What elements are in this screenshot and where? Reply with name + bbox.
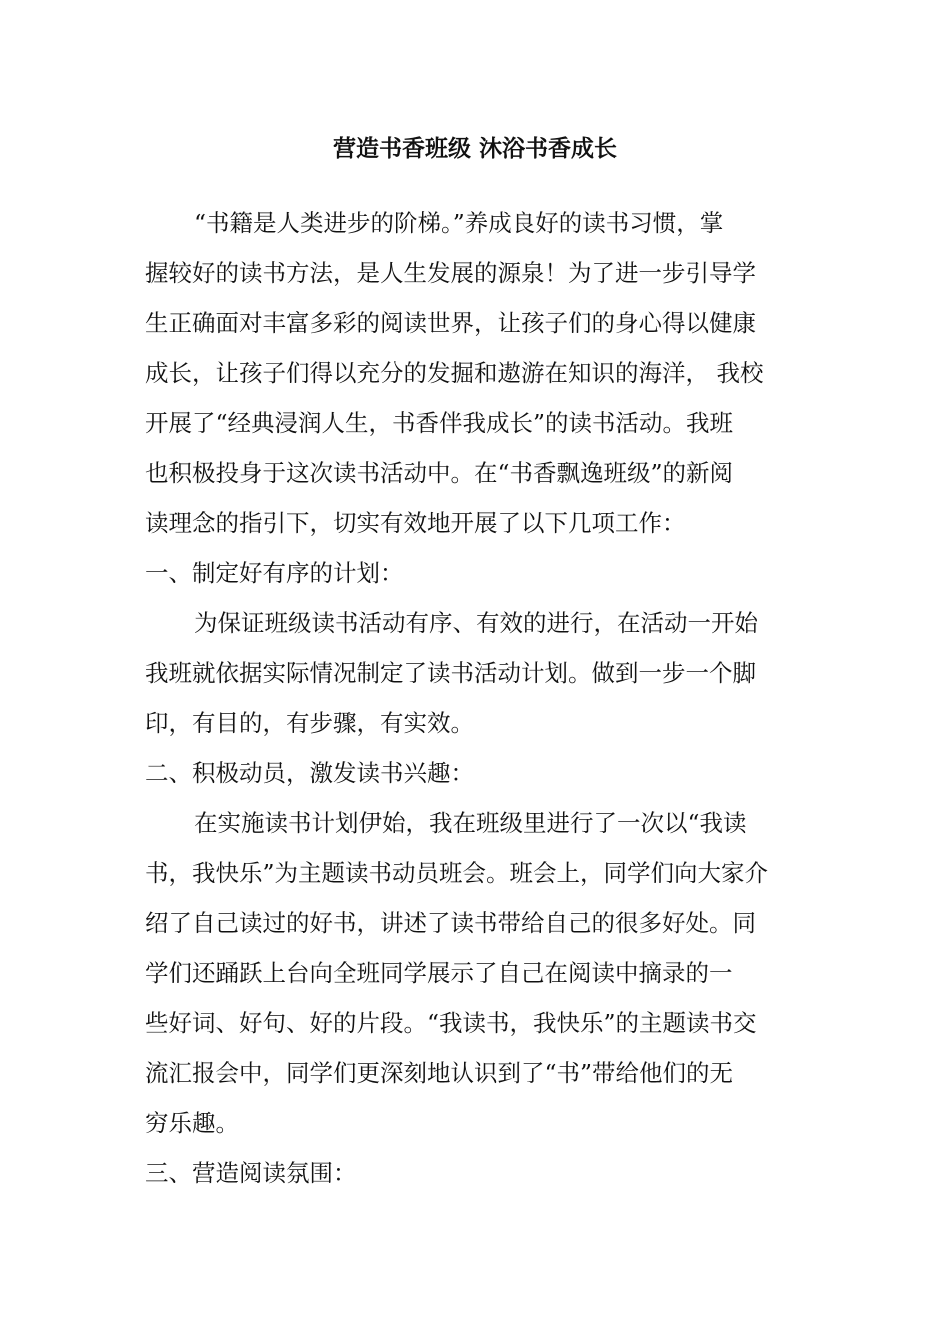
section-heading: 一、制定好有序的计划：	[145, 559, 404, 587]
paragraph-line: 我班就依据实际情况制定了读书活动计划。做到一步一个脚	[145, 659, 756, 687]
section-heading: 三、营造阅读氛围：	[145, 1159, 357, 1187]
paragraph-line: 也积极投身于这次读书活动中。在“书香飘逸班级”的新阅	[145, 459, 734, 487]
paragraph-line: “书籍是人类进步的阶梯。”养成良好的读书习惯，掌	[194, 209, 724, 237]
section-heading: 二、积极动员，激发读书兴趣：	[145, 759, 474, 787]
paragraph-line: 书，我快乐”为主题读书动员班会。班会上，同学们向大家介	[145, 859, 769, 887]
paragraph-line: 为保证班级读书活动有序、有效的进行，在活动一开始	[194, 609, 758, 637]
paragraph-line: 流汇报会中，同学们更深刻地认识到了“书”带给他们的无	[145, 1059, 734, 1087]
paragraph-line: 学们还踊跃上台向全班同学展示了自己在阅读中摘录的一	[145, 959, 733, 987]
document-title: 营造书香班级 沐浴书香成长	[332, 136, 617, 162]
paragraph-line: 绍了自己读过的好书，讲述了读书带给自己的很多好处。同	[145, 909, 756, 937]
paragraph-line: 些好词、好句、好的片段。“我读书，我快乐”的主题读书交	[145, 1009, 757, 1037]
paragraph-line: 开展了“经典浸润人生，书香伴我成长”的读书活动。我班	[145, 409, 734, 437]
paragraph-line: 成长，让孩子们得以充分的发掘和遨游在知识的海洋， 我校	[145, 359, 764, 387]
paragraph-line: 生正确面对丰富多彩的阅读世界，让孩子们的身心得以健康	[145, 309, 756, 337]
paragraph-line: 印，有目的，有步骤，有实效。	[145, 709, 474, 737]
paragraph-line: 读理念的指引下，切实有效地开展了以下几项工作：	[145, 509, 686, 537]
paragraph-line: 握较好的读书方法，是人生发展的源泉！为了进一步引导学	[145, 259, 756, 287]
paragraph-line: 在实施读书计划伊始，我在班级里进行了一次以“我读	[194, 809, 747, 837]
paragraph-line: 穷乐趣。	[145, 1109, 239, 1137]
